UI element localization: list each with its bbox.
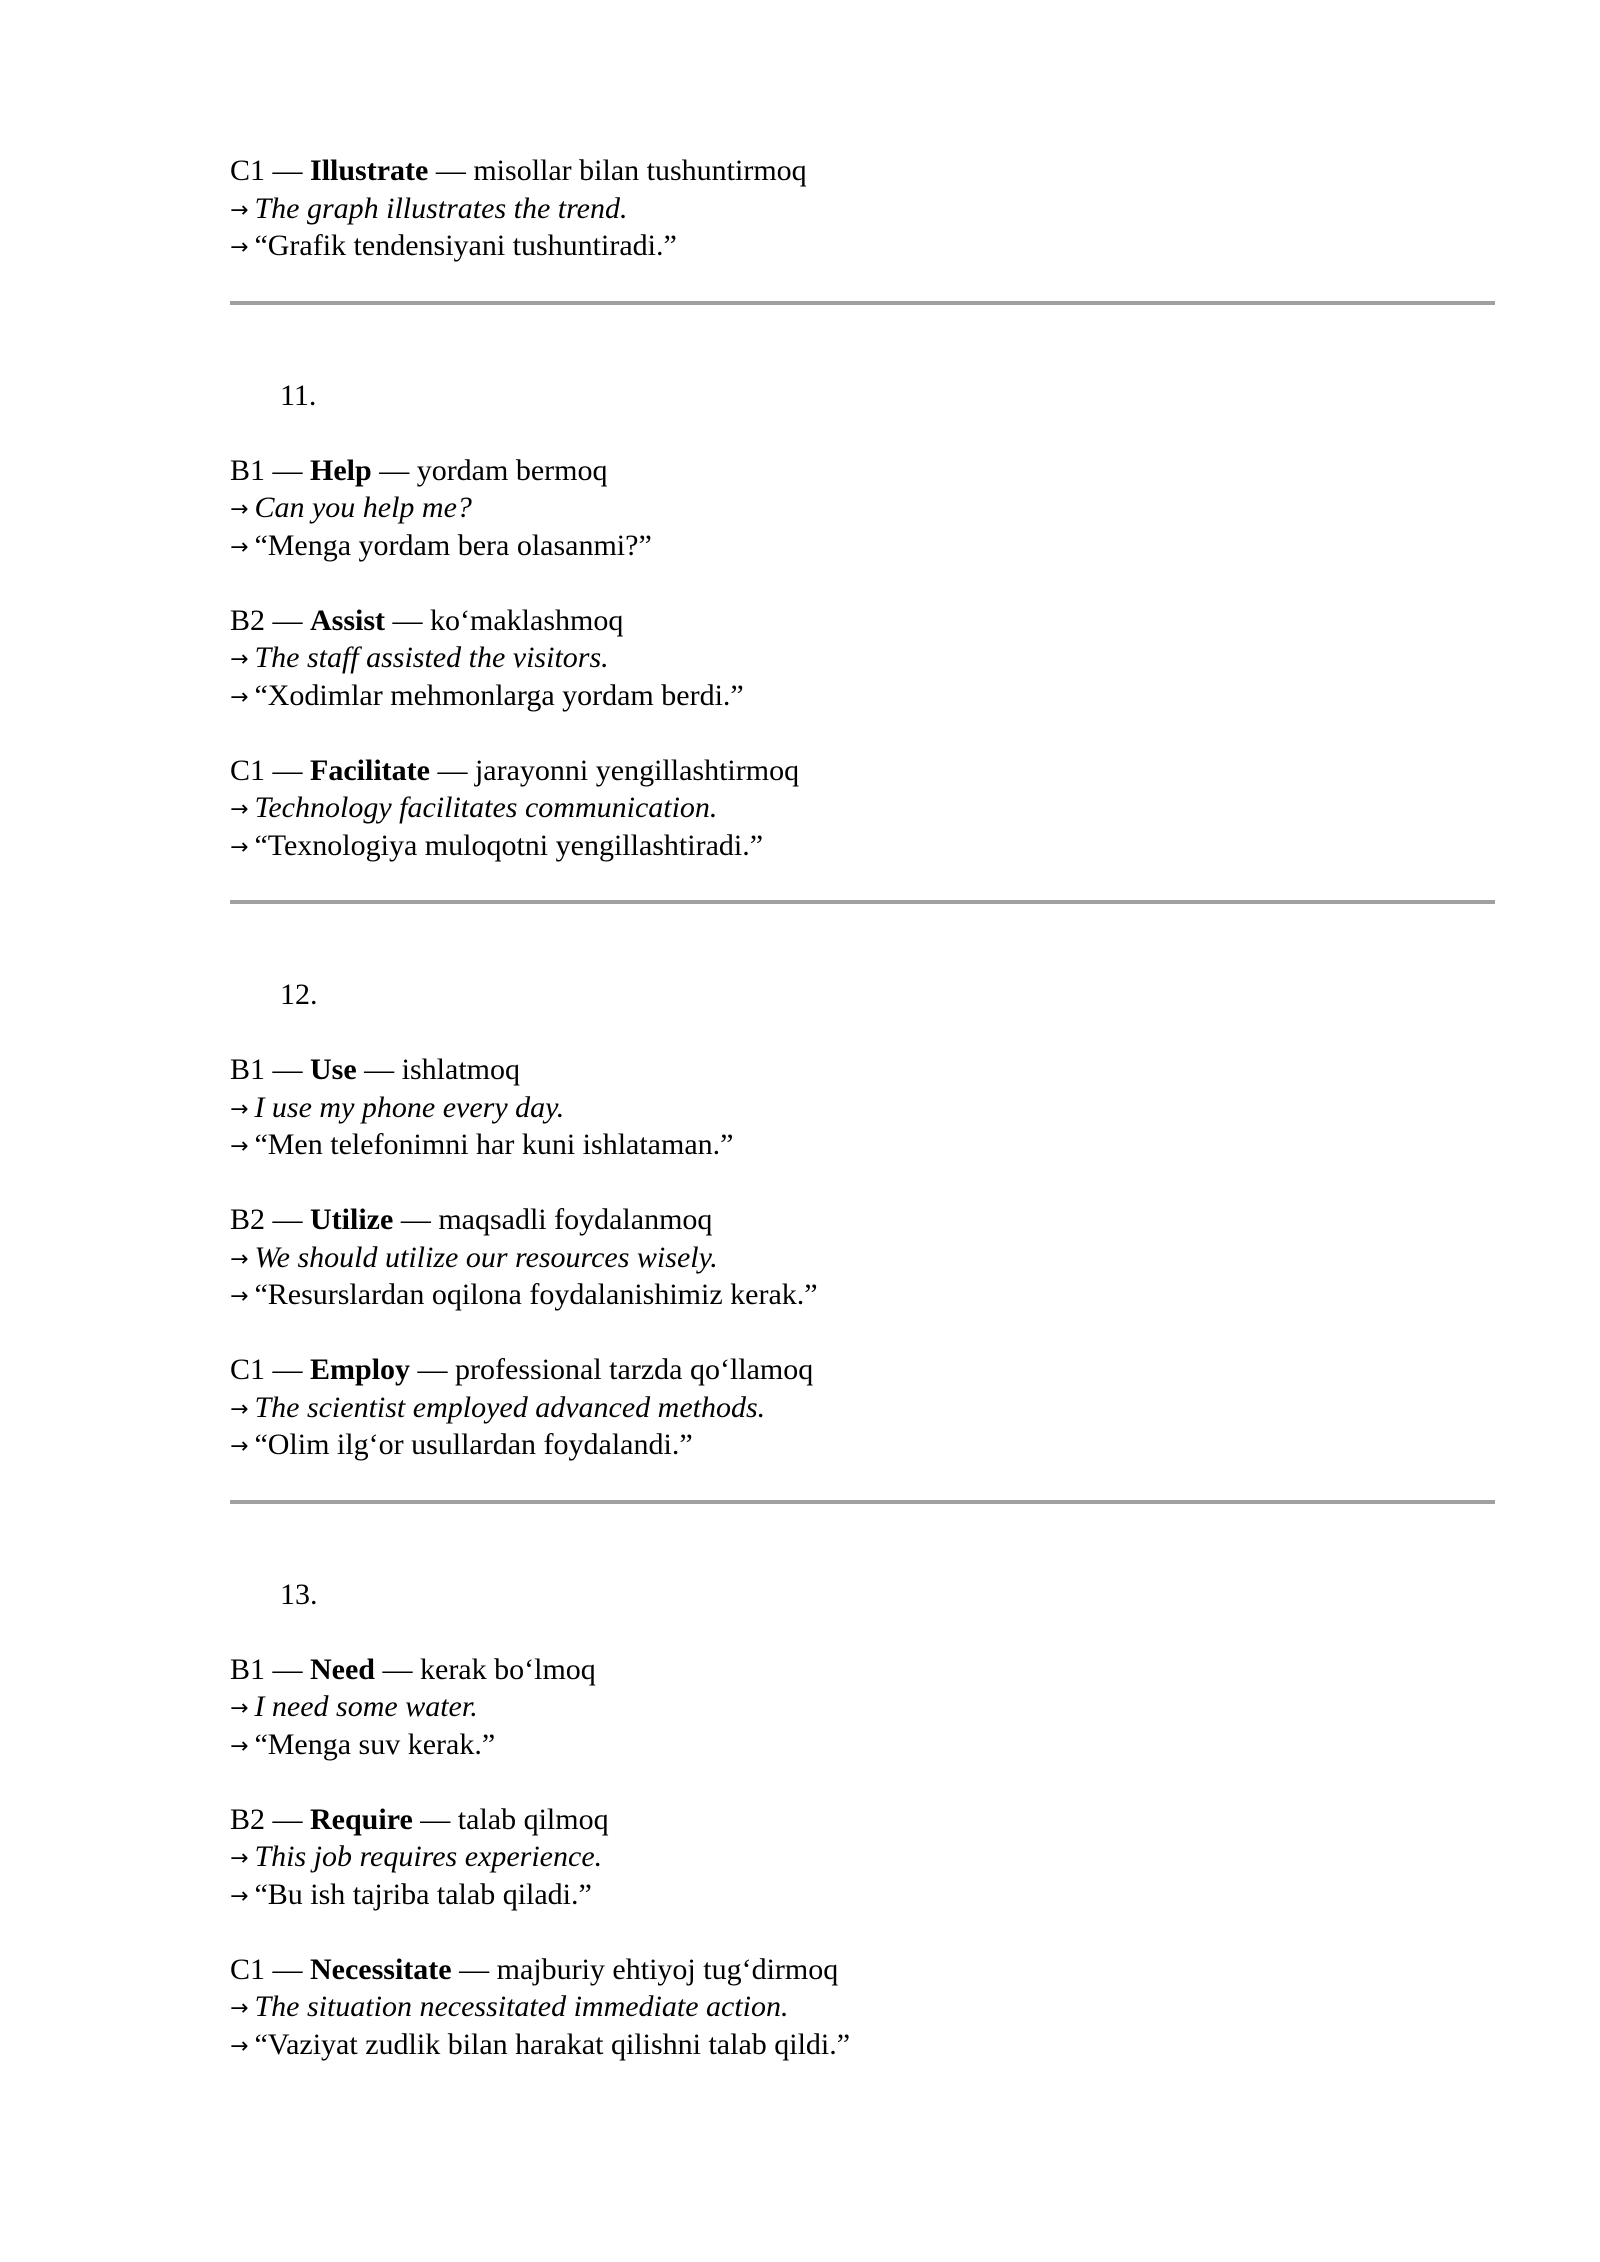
entry-headline: C1 — Employ — professional tarzda qo‘llamoq [230,1353,814,1386]
vocab-entry [230,1651,1495,1764]
meaning: misollar bilan tushuntirmoq [473,154,807,187]
translation-line: → “Menga yordam bera olasanmi?” [230,528,652,562]
example-line: → Technology facilitates communication. [230,791,718,824]
entry-headline: B1 — Help — yordam bermoq [230,453,608,487]
arrow-icon: → [230,534,249,560]
example-line: → We should utilize our resources wisely. [230,1240,718,1274]
example-line: → This job requires experience. [230,1840,603,1873]
example-line: → The scientist employed advanced methods. [230,1390,766,1424]
example-line: → Can you help me? [230,491,472,524]
arrow-icon: → [230,1246,249,1272]
section-13 [230,1576,1495,2064]
vocab-entry [230,602,1495,715]
arrow-icon: → [230,834,249,860]
example-line [230,190,1495,228]
arrow-icon: → [230,235,249,260]
translation-line: → “Vaziyat zudlik bilan harakat qilishni talab qildi.” [230,2027,851,2061]
arrow-icon: → [230,1096,249,1122]
section-number: 11. [280,378,317,412]
example-line: → I use my phone every day. [230,1090,565,1124]
translation-line: → “Texnologiya muloqotni yengillashtiradi.” [230,828,764,862]
arrow-icon: → [230,497,249,522]
section-divider [230,301,1495,305]
section-number: 13. [280,1577,318,1611]
entry-headline: B1 — Need — kerak bo‘lmoq [230,1652,596,1686]
vocab-entry [230,1201,1495,1314]
vocab-entry [230,452,1495,565]
arrow-icon: → [230,1846,249,1871]
arrow-icon: → [230,1996,249,2021]
example-line: → The staff assisted the visitors. [230,641,609,674]
section-divider [230,900,1495,904]
translation-line: → “Men telefonimni har kuni ishlataman.” [230,1128,734,1161]
vocab-entry [230,1351,1495,1464]
section-12 [230,976,1495,1464]
arrow-icon: → [230,1396,249,1422]
translation-line: → “Resurslardan oqilona foydalanishimiz kerak.” [230,1278,818,1311]
example-line: → I need some water. [230,1690,478,1723]
arrow-icon: → [230,1883,249,1909]
arrow-icon: → [230,684,249,710]
example-sentence: The graph illustrates the trend. [254,191,628,225]
section-11 [230,377,1495,865]
vocab-entry-illustrate [230,152,1495,265]
translation-line: → “Olim ilg‘or usullardan foydalandi.” [230,1428,693,1461]
translation-line: → “Bu ish tajriba talab qiladi.” [230,1877,592,1911]
entry-headline: C1 — Illustrate — misollar bilan tushuntirmoq [230,154,807,187]
vocab-entry [230,1951,1495,2064]
vocab-entry [230,752,1495,865]
vocab-entry [230,1051,1495,1164]
arrow-icon: → [230,197,249,223]
arrow-icon: → [230,647,249,672]
translation-line: → “Xodimlar mehmonlarga yordam berdi.” [230,678,744,712]
level-label: C1 [230,154,266,187]
entry-headline: C1 — Necessitate — majburiy ehtiyoj tug‘dirmoq [230,1952,839,1986]
arrow-icon: → [230,2033,249,2059]
entry-headline: B2 — Assist — ko‘maklashmoq [230,603,624,637]
arrow-icon: → [230,1434,249,1459]
section-divider [230,1500,1495,1504]
entry-headline: B2 — Utilize — maqsadli foydalanmoq [230,1203,713,1236]
example-line: → The situation necessitated immediate action. [230,1990,789,2023]
entry-headline: B2 — Require — talab qilmoq [230,1802,609,1836]
entry-headline: C1 — Facilitate — jarayonni yengillashtirmoq [230,753,800,787]
translation-line [230,227,1495,265]
translation-line: → “Menga suv kerak.” [230,1727,496,1761]
section-number: 12. [280,978,318,1011]
arrow-icon: → [230,1733,249,1759]
arrow-icon: → [230,1134,249,1159]
arrow-icon: → [230,797,249,822]
document-page [230,152,1495,2063]
arrow-icon: → [230,1284,249,1309]
translation-text: “Grafik tendensiyani tushuntiradi.” [254,229,677,262]
headword: Illustrate [310,154,429,187]
entry-headline: B1 — Use — ishlatmoq [230,1053,521,1086]
vocab-entry [230,1801,1495,1914]
arrow-icon: → [230,1696,249,1721]
